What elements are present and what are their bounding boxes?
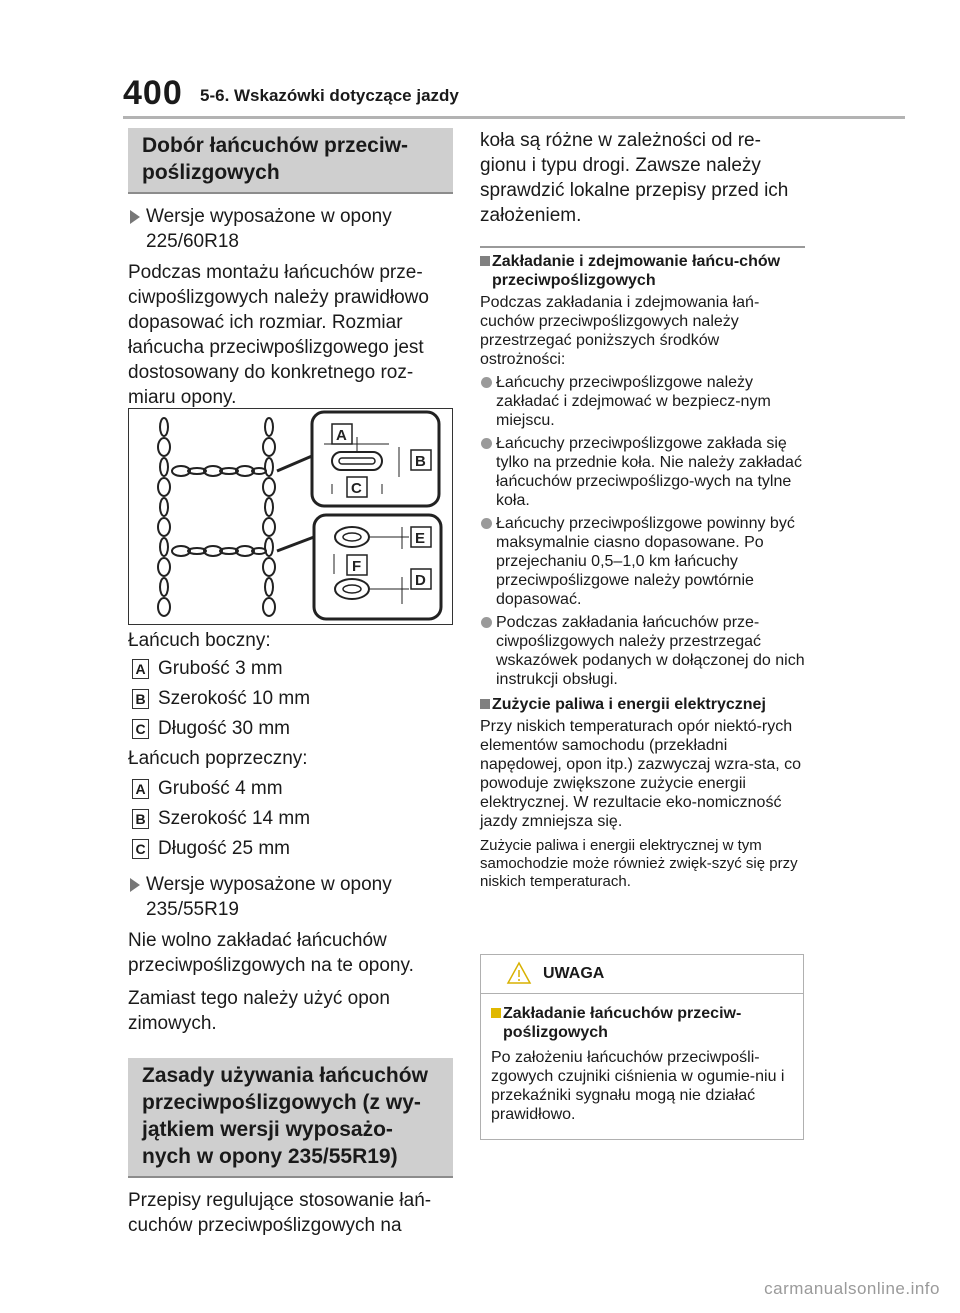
- section-title-chain-selection: Dobór łańcuchów przeciw-poślizgowych: [128, 128, 453, 194]
- spec-text: Grubość 4 mm: [158, 778, 283, 799]
- fitting-item: [480, 514, 805, 609]
- circle-bullet-icon: [481, 377, 492, 388]
- subheading-text: Zakładanie łańcuchów przeciw-poślizgowych: [503, 1005, 742, 1041]
- subheading-text: Zużycie paliwa i energii elektrycznej: [492, 696, 766, 713]
- bullet-tire-225: Wersje wyposażone w opony 225/60R18: [128, 204, 453, 254]
- left-vertical-chain: [158, 418, 170, 616]
- left-column: [128, 128, 453, 410]
- right-column: [480, 128, 805, 891]
- spec-label-c: C: [132, 839, 149, 859]
- side-chain-spec-thickness: [128, 654, 453, 684]
- warning-triangle-icon: [506, 961, 532, 985]
- spec-text: Szerokość 14 mm: [158, 808, 311, 829]
- subheading-text: Zakładanie i zdejmowanie łańcu-chów przeciwpoślizgowych: [492, 253, 781, 289]
- spec-text: Grubość 3 mm: [158, 658, 283, 679]
- spec-label-b: B: [132, 689, 149, 709]
- warning-subheading: [491, 1004, 793, 1042]
- warning-text: Po założeniu łańcuchów przeciwpośli-zgowych czujniki ciśnienia w ogumie-niu i przekaźniki sygnału mogą nie działać prawidłowo.: [491, 1049, 785, 1123]
- section-title-chain-rules: Zasady używania łańcuchów przeciwpoślizgowych (z wy-jątkiem wersji wyposażo-nych w opony 235/55R19): [128, 1058, 453, 1178]
- spec-label-a: A: [132, 779, 149, 799]
- item-text: Łańcuchy przeciwpoślizgowe należy zakładać i zdejmować w bezpiecz-nym miejscu.: [496, 374, 771, 429]
- paragraph-regulations-cont: koła są różne w zależności od re-gionu i typu drogi. Zawsze należy sprawdzić lokalne przepisy przed ich założeniem.: [480, 130, 789, 226]
- consumption-note: Zużycie paliwa i energii elektrycznej w tym samochodzie może również zwięk-szyć się przy niskich temperaturach.: [480, 837, 798, 890]
- square-bullet-icon: [480, 699, 490, 709]
- paragraph-chain-size: Podczas montażu łańcuchów prze-ciwpoślizgowych należy prawidłowo dopasować ich rozmiar. Rozmiar łańcucha przeciwpoślizgowego jest dostosowany do konkretnego roz-miaru opony.: [128, 262, 429, 408]
- figure-label-b: B: [415, 453, 426, 470]
- warning-header: [481, 955, 803, 994]
- circle-bullet-icon: [481, 617, 492, 628]
- fitting-intro: Podczas zakładania i zdejmowania łań-cuchów przeciwpoślizgowych należy przestrzegać poniższych środków ostrożności:: [480, 294, 760, 368]
- paragraph-not-allowed: Nie wolno zakładać łańcuchów przeciwpoślizgowych na te opony.: [128, 930, 414, 976]
- bullet-tire-235: Wersje wyposażone w opony 235/55R19: [128, 872, 453, 922]
- cross-chain-spec-thickness: [128, 774, 453, 804]
- square-bullet-icon: [491, 1008, 501, 1018]
- spec-label-b: B: [132, 809, 149, 829]
- figure-label-a: A: [336, 427, 347, 444]
- spec-text: Długość 25 mm: [158, 838, 290, 859]
- consumption-para: Przy niskich temperaturach opór niektó-rych elementów samochodu (przekładni napędowej, opon itp.) zazwyczaj wzra-sta, co powoduje zwiększone zużycie energii elektrycznej. W rezultacie eko-nomiczność jazdy zmniejsza się.: [480, 718, 802, 830]
- side-chain-spec-width: [128, 684, 453, 714]
- warning-title: UWAGA: [543, 965, 605, 982]
- cross-chain-spec-length: [128, 834, 453, 864]
- lower-cross-chain: [172, 546, 266, 556]
- figure-label-f: F: [352, 558, 362, 575]
- fitting-item: [480, 613, 805, 689]
- paragraph-regulations: Przepisy regulujące stosowanie łań-cuchów przeciwpoślizgowych na: [128, 1190, 432, 1236]
- spec-text: Szerokość 10 mm: [158, 688, 311, 709]
- section-divider: [480, 246, 805, 248]
- watermark: carmanualsonline.info: [764, 1279, 940, 1298]
- item-text: Łańcuchy przeciwpoślizgowe zakłada się tylko na przednie koła. Nie należy zakładać łańcuchów przeciwpoślizgo-wych na tylne koła.: [496, 435, 802, 509]
- chain-diagram: [128, 408, 453, 625]
- figure-label-e: E: [415, 530, 426, 547]
- side-chain-heading: Łańcuch boczny:: [128, 630, 271, 651]
- subheading-fitting: [480, 252, 805, 290]
- figure-label-d: D: [415, 572, 426, 589]
- side-chain-spec-length: [128, 714, 453, 744]
- subheading-consumption: [480, 695, 805, 714]
- page-number: 400: [123, 74, 183, 112]
- chain-illustration: [129, 409, 452, 624]
- warning-box: [480, 954, 804, 1140]
- section-header: 5-6. Wskazówki dotyczące jazdy: [200, 86, 459, 105]
- cross-chain-spec-width: [128, 804, 453, 834]
- right-vertical-chain: [263, 418, 275, 616]
- spec-label-a: A: [132, 659, 149, 679]
- spec-text: Długość 30 mm: [158, 718, 290, 739]
- spec-label-c: C: [132, 719, 149, 739]
- item-text: Podczas zakładania łańcuchów prze-ciwpoślizgowych należy przestrzegać wskazówek podanych w dołączonej do nich instrukcji obsługi.: [496, 614, 805, 688]
- circle-bullet-icon: [481, 438, 492, 449]
- item-text: Łańcuchy przeciwpoślizgowe powinny być maksymalnie ciasno dopasowane. Po przejechaniu 0,5–1,0 km łańcuchy przeciwpoślizgowe należy powtórnie dopasować.: [496, 515, 795, 608]
- paragraph-winter-tires: Zamiast tego należy użyć opon zimowych.: [128, 988, 390, 1034]
- fitting-item: [480, 434, 805, 510]
- header-divider: [123, 116, 905, 119]
- cross-chain-heading: Łańcuch poprzeczny:: [128, 748, 308, 769]
- figure-label-c: C: [351, 480, 362, 497]
- left-column-lower: [128, 628, 453, 1238]
- fitting-item: [480, 373, 805, 430]
- circle-bullet-icon: [481, 518, 492, 529]
- square-bullet-icon: [480, 256, 490, 266]
- upper-cross-chain: [172, 466, 266, 476]
